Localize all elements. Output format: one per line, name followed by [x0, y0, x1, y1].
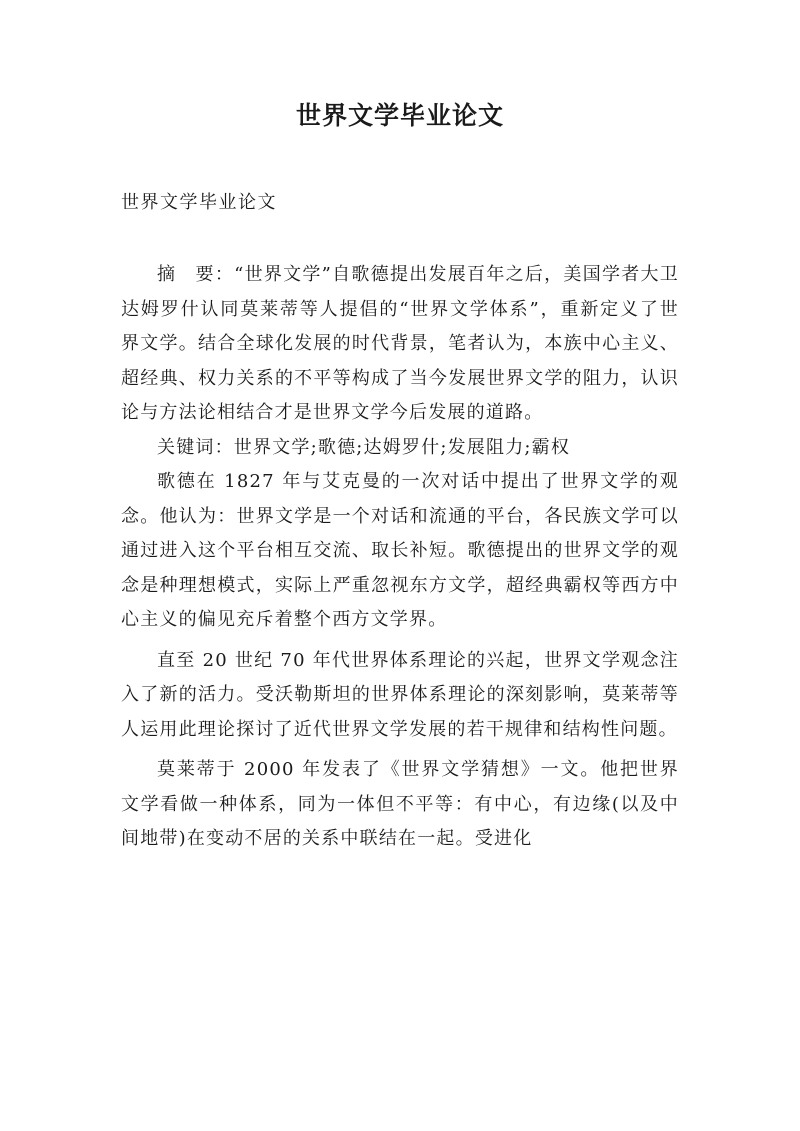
abstract-paragraph: 摘 要：“世界文学”自歌德提出发展百年之后，美国学者大卫达姆罗什认同莫莱蒂等人提倡的“世界文学体系”，重新定义了世界文学。结合全球化发展的时代背景，笔者认为，本族中心主义、超经典、权力关系的不平等构成了当今发展世界文学的阻力，认识论与方法论相结合才是世界文学今后发展的道路。 — [121, 264, 679, 423]
body-paragraph: 莫莱蒂于 2000 年发表了《世界文学猜想》一文。他把世界文学看做一种体系，同为一体但不平等：有中心，有边缘(以及中间地带)在变动不居的关系中联结在一起。受进化 — [121, 759, 679, 849]
body-paragraph: 歌德在 1827 年与艾克曼的一次对话中提出了世界文学的观念。他认为：世界文学是一个对话和流通的平台，各民族文学可以通过进入这个平台相互交流、取长补短。歌德提出的世界文学的观念是种理想模式，实际上严重忽视东方文学，超经典霸权等西方中心主义的偏见充斥着整个西方文学界。 — [121, 471, 679, 630]
keywords-paragraph: 关键词：世界文学;歌德;达姆罗什;发展阻力;霸权 — [157, 436, 571, 458]
document-subtitle: 世界文学毕业论文 — [121, 192, 277, 213]
document-title: 世界文学毕业论文 — [295, 101, 504, 130]
body-paragraph: 直至 20 世纪 70 年代世界体系理论的兴起，世界文学观念注入了新的活力。受沃勒斯坦的世界体系理论的深刻影响，莫莱蒂等人运用此理论探讨了近代世界文学发展的若干规律和结构性问题。 — [121, 649, 679, 740]
document-body — [121, 258, 679, 857]
